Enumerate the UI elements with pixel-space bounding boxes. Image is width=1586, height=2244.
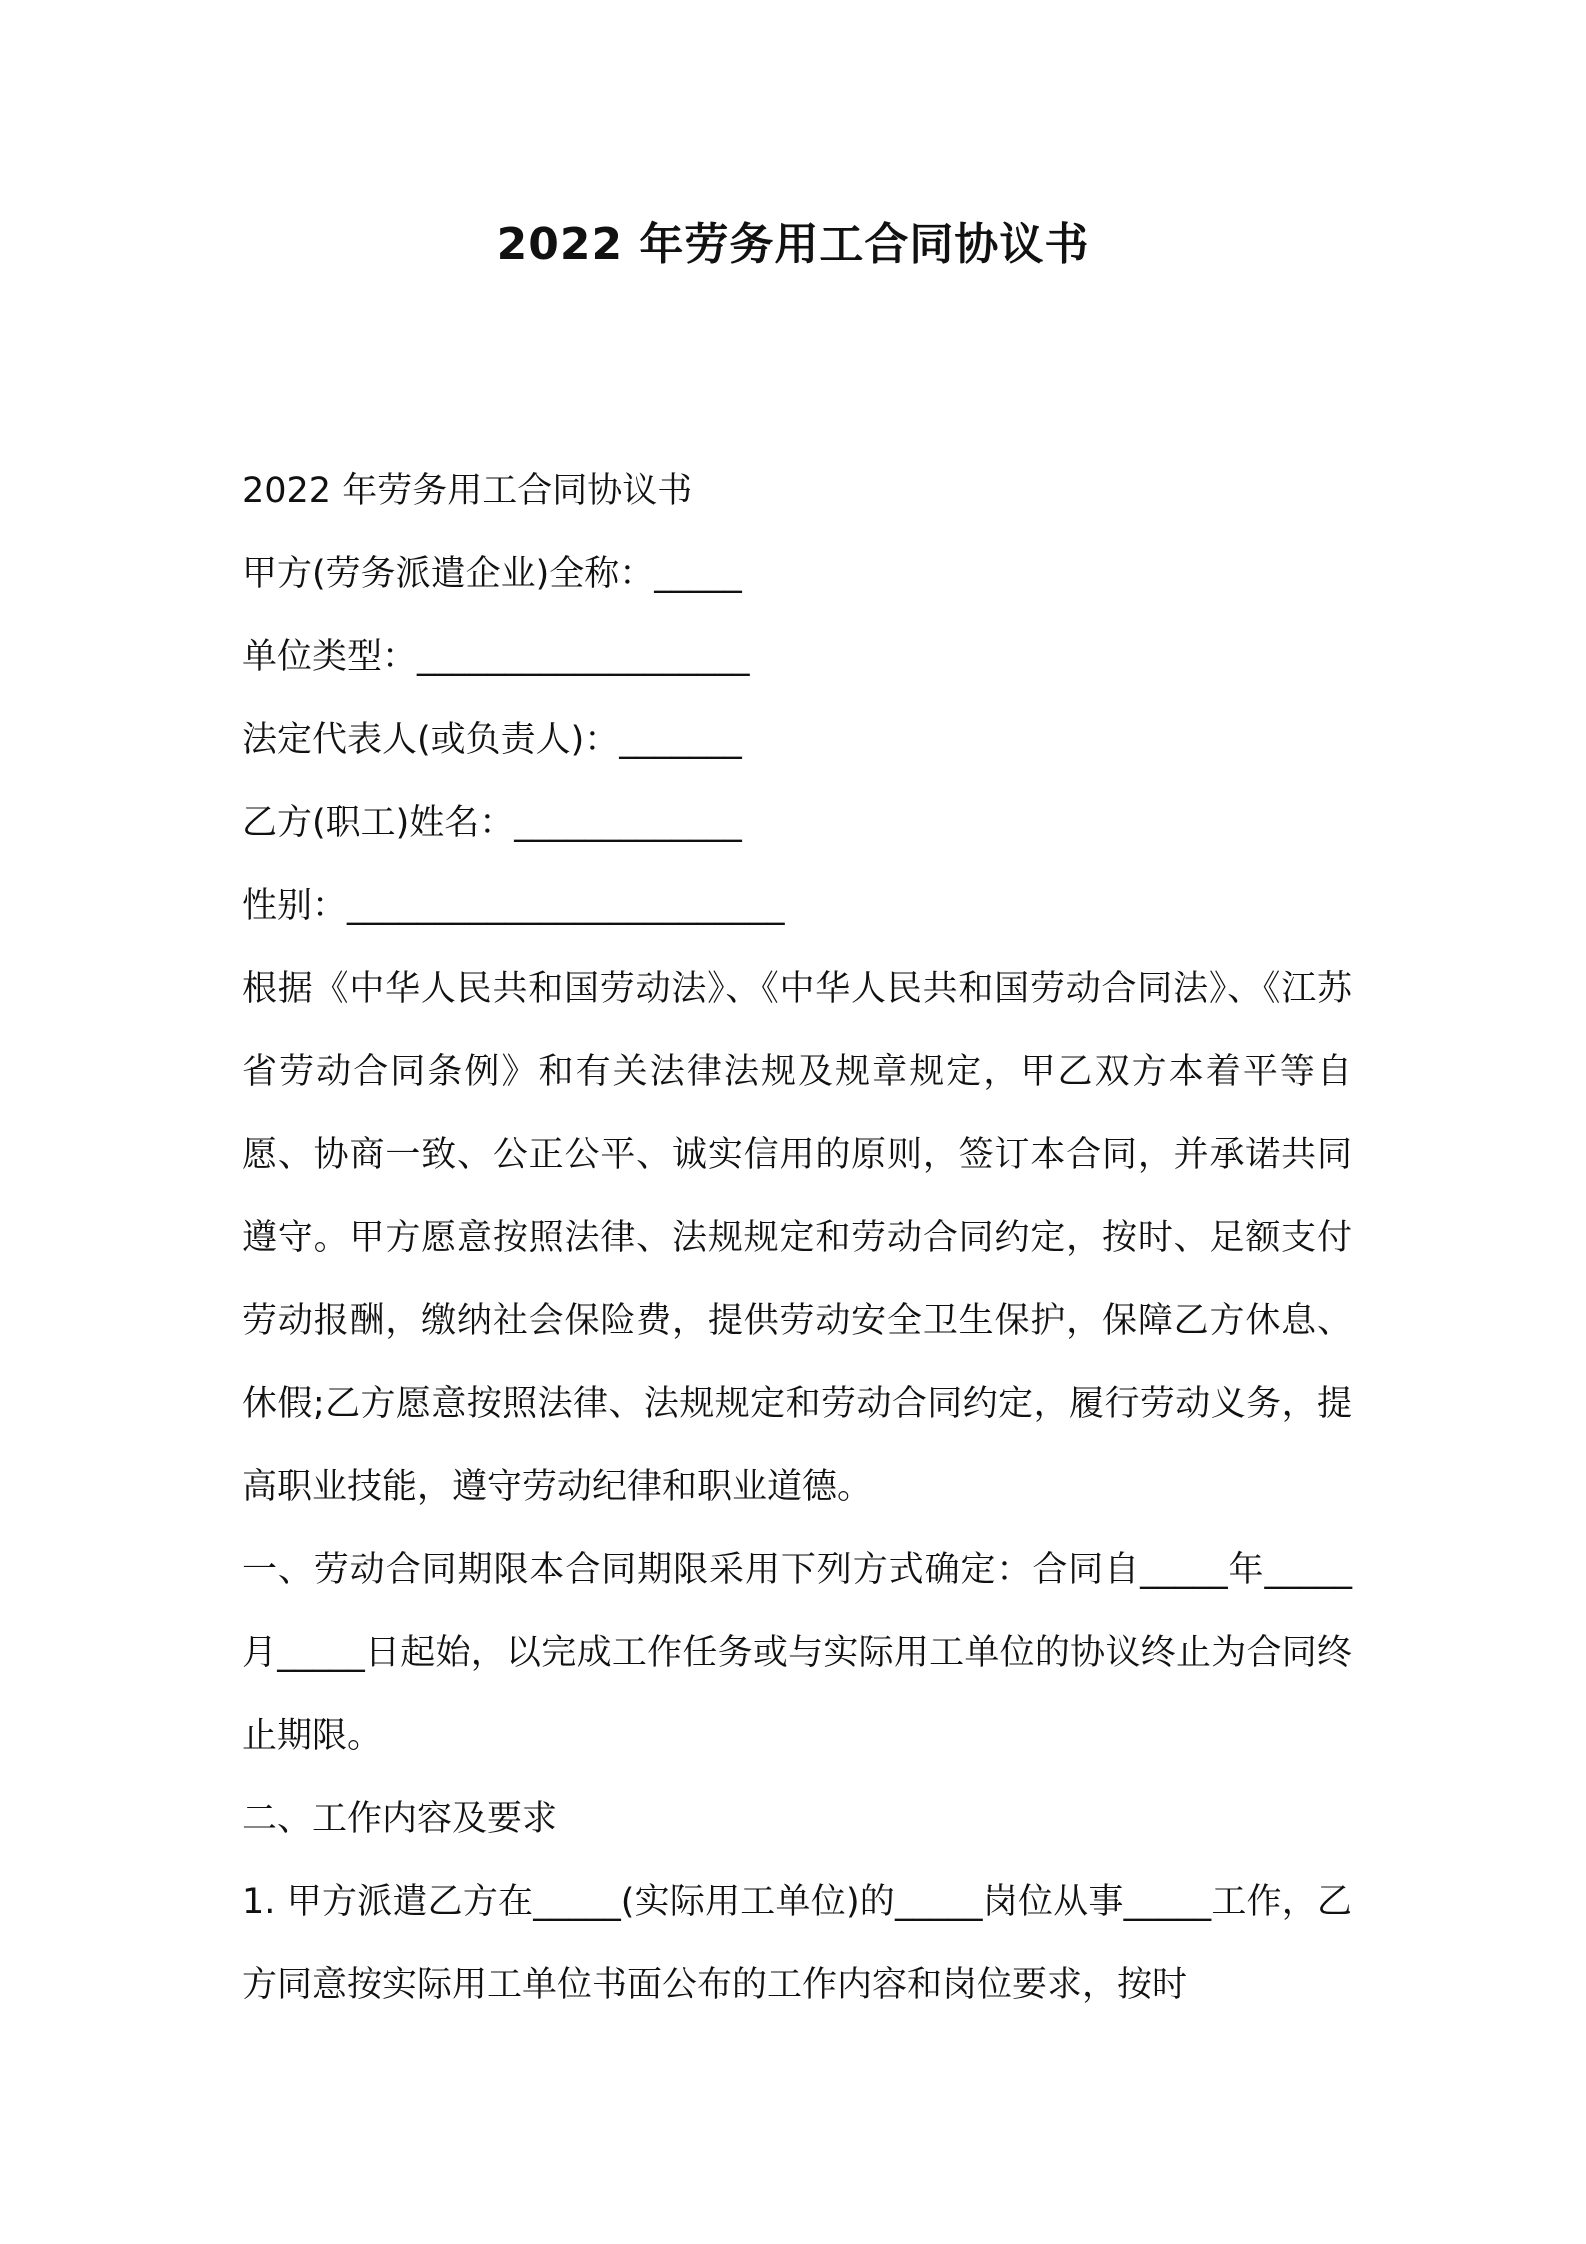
party-b-field: 乙方(职工)姓名：_____________ [242, 803, 742, 843]
gender-field: 性别：_________________________ [242, 886, 785, 926]
section-2-item-1: 1. 甲方派遣乙方在_____(实际用工单位)的_____岗位从事_____工作，乙方同意按实际用工单位书面公布的工作内容和岗位要求，按时 [242, 1882, 1352, 2005]
section-2-heading: 二、工作内容及要求 [242, 1799, 558, 1839]
party-a-field: 甲方(劳务派遣企业)全称：_____ [242, 554, 742, 594]
document-title: 2022 年劳务用工合同协议书 [496, 219, 1090, 270]
legal-rep-field: 法定代表人(或负责人)：_______ [242, 720, 742, 760]
section-1-paragraph: 一、劳动合同期限本合同期限采用下列方式确定：合同自_____年_____月_____日起始，以完成工作任务或与实际用工单位的协议终止为合同终止期限。 [242, 1550, 1352, 1756]
preamble-paragraph: 根据《中华人民共和国劳动法》、《中华人民共和国劳动合同法》、《江苏省劳动合同条例》和有关法律法规及规章规定，甲乙双方本着平等自愿、协商一致、公正公平、诚实信用的原则，签订本合同，并承诺共同遵守。甲方愿意按照法律、法规规定和劳动合同约定，按时、足额支付劳动报酬，缴纳社会保险费，提供劳动安全卫生保护，保障乙方休息、休假;乙方愿意按照法律、法规规定和劳动合同约定，履行劳动义务，提高职业技能，遵守劳动纪律和职业道德。 [242, 969, 1352, 1507]
unit-type-field: 单位类型：___________________ [242, 637, 750, 677]
document-subtitle: 2022 年劳务用工合同协议书 [242, 471, 693, 511]
document-body [242, 450, 1352, 2027]
